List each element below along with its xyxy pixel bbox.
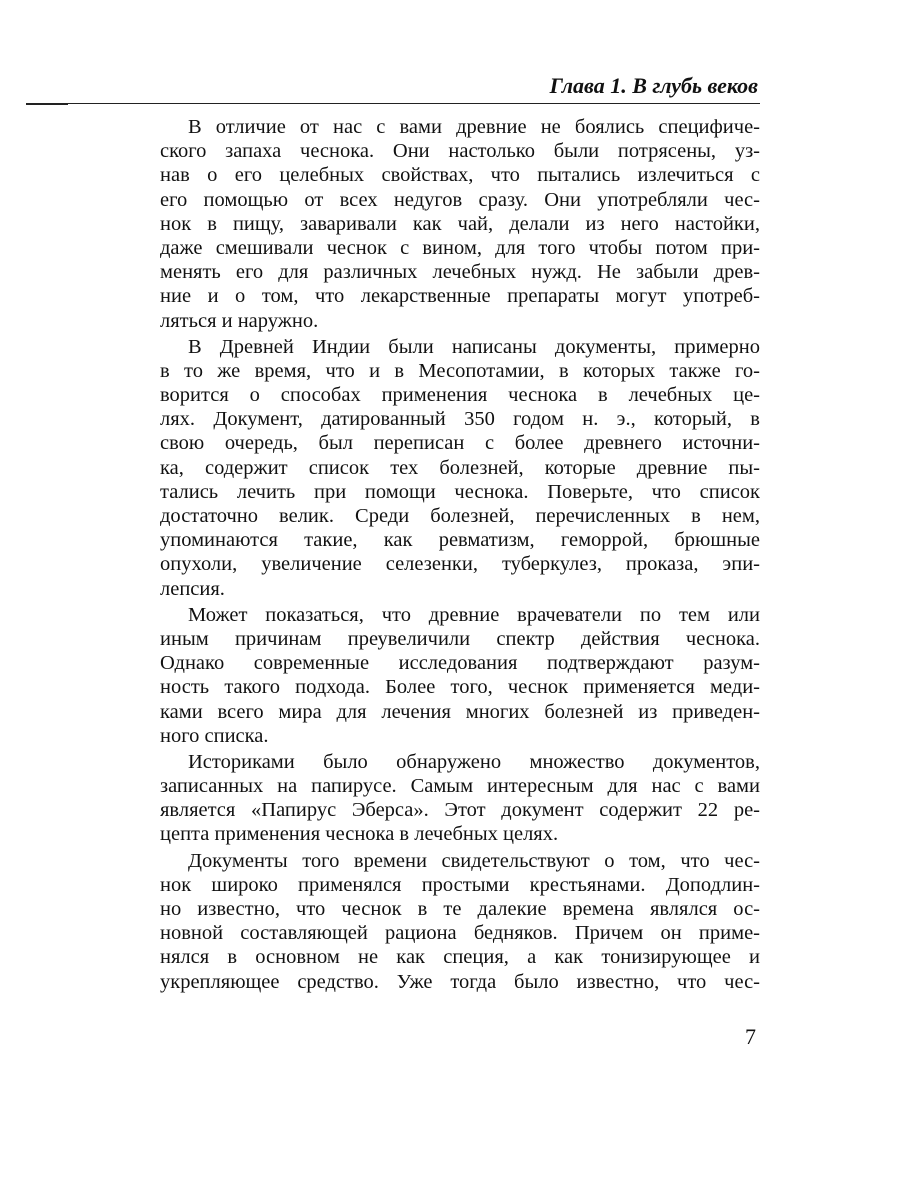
text-line: иным причинам преувеличили спектр действия чеснока. xyxy=(160,627,760,650)
paragraph xyxy=(160,115,760,333)
paragraph xyxy=(160,750,760,847)
text-line: Может показаться, что древние врачеватели по тем или xyxy=(188,603,760,626)
text-line: В Древней Индии были написаны документы, примерно xyxy=(188,335,760,358)
text-line: в то же время, что и в Месопотамии, в которых также го- xyxy=(160,359,760,382)
text-line: лях. Документ, датированный 350 годом н. э., который, в xyxy=(160,408,760,431)
text-line: его помощью от всех недугов сразу. Они употребляли чес- xyxy=(160,188,760,211)
text-line: ворится о способах применения чеснока в лечебных це- xyxy=(160,384,760,407)
paragraph xyxy=(160,849,760,994)
paragraph xyxy=(160,335,760,601)
text-line: опухоли, увеличение селезенки, туберкулез, проказа, эпи- xyxy=(160,553,760,576)
text-line: свою очередь, был переписан с более древнего источни- xyxy=(160,432,760,455)
text-line: ками всего мира для лечения многих болезней из приведен- xyxy=(160,700,760,723)
text-line: укрепляющее средство. Уже тогда было известно, что чес- xyxy=(160,970,760,993)
running-head-title: Глава 1. В глубь веков xyxy=(549,73,758,98)
text-line: В отличие от нас с вами древние не боялись специфиче- xyxy=(188,116,760,138)
text-line: Историками было обнаружено множество документов, xyxy=(188,750,760,773)
text-line: ка, содержит список тех болезней, которые древние пы- xyxy=(160,456,760,479)
text-line: упоминаются такие, как ревматизм, геморрой, брюшные xyxy=(160,529,760,552)
text-line: лепсия. xyxy=(160,577,225,600)
text-line: Однако современные исследования подтверждают разум- xyxy=(160,652,760,675)
header-rule-accent xyxy=(26,103,68,105)
text-line: даже смешивали чеснок с вином, для того чтобы потом при- xyxy=(160,236,760,259)
text-line: ние и о том, что лекарственные препараты могут употреб- xyxy=(160,285,760,308)
text-line: ного списка. xyxy=(160,724,269,747)
text-line: Документы того времени свидетельствуют о том, что чес- xyxy=(188,849,760,872)
text-line: нок широко применялся простыми крестьянами. Доподлин- xyxy=(160,873,760,896)
text-line: цепта применения чеснока в лечебных целях. xyxy=(160,823,559,846)
header-rule xyxy=(26,103,760,104)
text-line: новной составляющей рациона бедняков. Причем он приме- xyxy=(160,922,760,945)
text-line: менять его для различных лечебных нужд. Не забыли древ- xyxy=(160,261,760,284)
page-number: 7 xyxy=(745,1024,756,1049)
text-line: нок в пищу, заваривали как чай, делали из него настойки, xyxy=(160,212,760,235)
text-line: ского запаха чеснока. Они настолько были потрясены, уз- xyxy=(160,140,760,163)
text-line: нав о его целебных свойствах, что пытались излечиться с xyxy=(160,164,760,187)
text-line: нялся в основном не как специя, а как тонизирующее и xyxy=(160,946,760,969)
text-line: ность такого подхода. Более того, чеснок применяется меди- xyxy=(160,676,760,699)
text-line: является «Папирус Эберса». Этот документ содержит 22 ре- xyxy=(160,799,760,822)
text-line: но известно, что чеснок в те далекие времена являлся ос- xyxy=(160,898,760,920)
text-line: тались лечить при помощи чеснока. Поверьте, что список xyxy=(160,480,760,503)
paragraph xyxy=(160,603,760,748)
text-line: ляться и наружно. xyxy=(160,309,319,332)
page-body xyxy=(160,115,760,994)
text-line: записанных на папирусе. Самым интересным для нас с вами xyxy=(160,775,760,798)
text-line: достаточно велик. Среди болезней, перечисленных в нем, xyxy=(160,505,760,527)
